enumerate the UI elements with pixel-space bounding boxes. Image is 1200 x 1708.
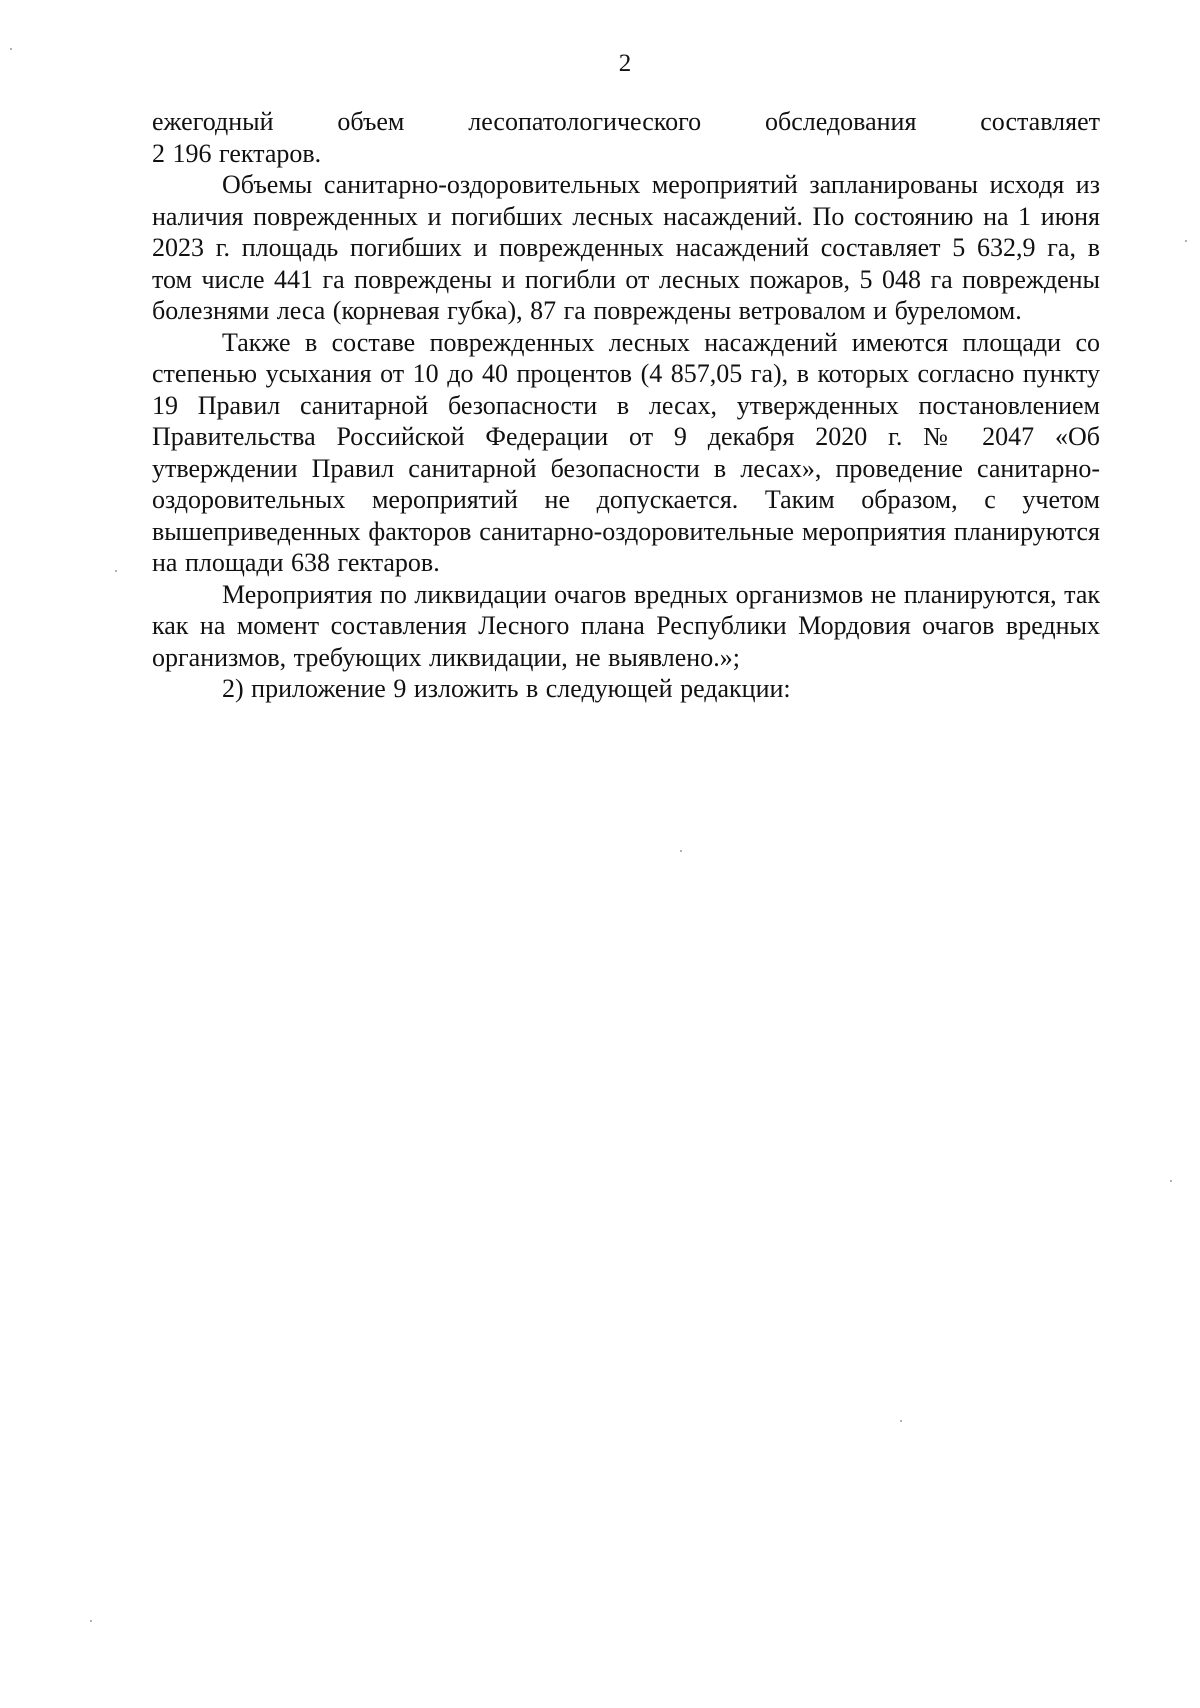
- paragraph-pest-measures: Мероприятия по ликвидации очагов вредных организмов не планируются, так как на момент составления Лесного плана Республики Мордовия очагов вредных организмов, требующих ликвидации, не выявлено.»;: [152, 579, 1100, 672]
- document-body: [152, 106, 1100, 705]
- scan-speck: [10, 48, 12, 50]
- scan-speck: [1170, 1180, 1172, 1182]
- page-number: 2: [618, 50, 632, 77]
- scan-speck: [1185, 240, 1187, 242]
- paragraph-damaged-areas: Также в составе поврежденных лесных насаждений имеются площади со степенью усыхания от 10 до 40 процентов (4 857,05 га), в которых согласно пункту 19 Правил санитарной безопасности в лесах, утвержденных постановлением Правительства Российской Федерации от 9 декабря 2020 г. № 2047 «Об утверждении Правил санитарной безопасности в лесах», проведение санитарно-оздоровительных мероприятий не допускается. Таким образом, с учетом вышеприведенных факторов санитарно-оздоровительные мероприятия планируются на площади 638 гектаров.: [152, 327, 1100, 577]
- paragraph-appendix-instruction: 2) приложение 9 изложить в следующей редакции:: [222, 674, 791, 703]
- paragraph-sanitary-volumes: Объемы санитарно-оздоровительных мероприятий запланированы исходя из наличия поврежденных и погибших лесных насаждений. По состоянию на 1 июня 2023 г. площадь погибших и поврежденных насаждений составляет 5 632,9 га, в том числе 441 га повреждены и погибли от лесных пожаров, 5 048 га повреждены болезнями леса (корневая губка), 87 га повреждены ветровалом и буреломом.: [152, 170, 1100, 325]
- scan-speck: [90, 1620, 92, 1622]
- paragraph-continuation-line2: 2 196 гектаров.: [152, 138, 322, 168]
- scan-speck: [115, 570, 117, 572]
- paragraph-continuation-line1: ежегодный объем лесопатологического обследования составляет: [152, 107, 1100, 136]
- scan-speck: [900, 1420, 902, 1422]
- scan-speck: [680, 850, 682, 852]
